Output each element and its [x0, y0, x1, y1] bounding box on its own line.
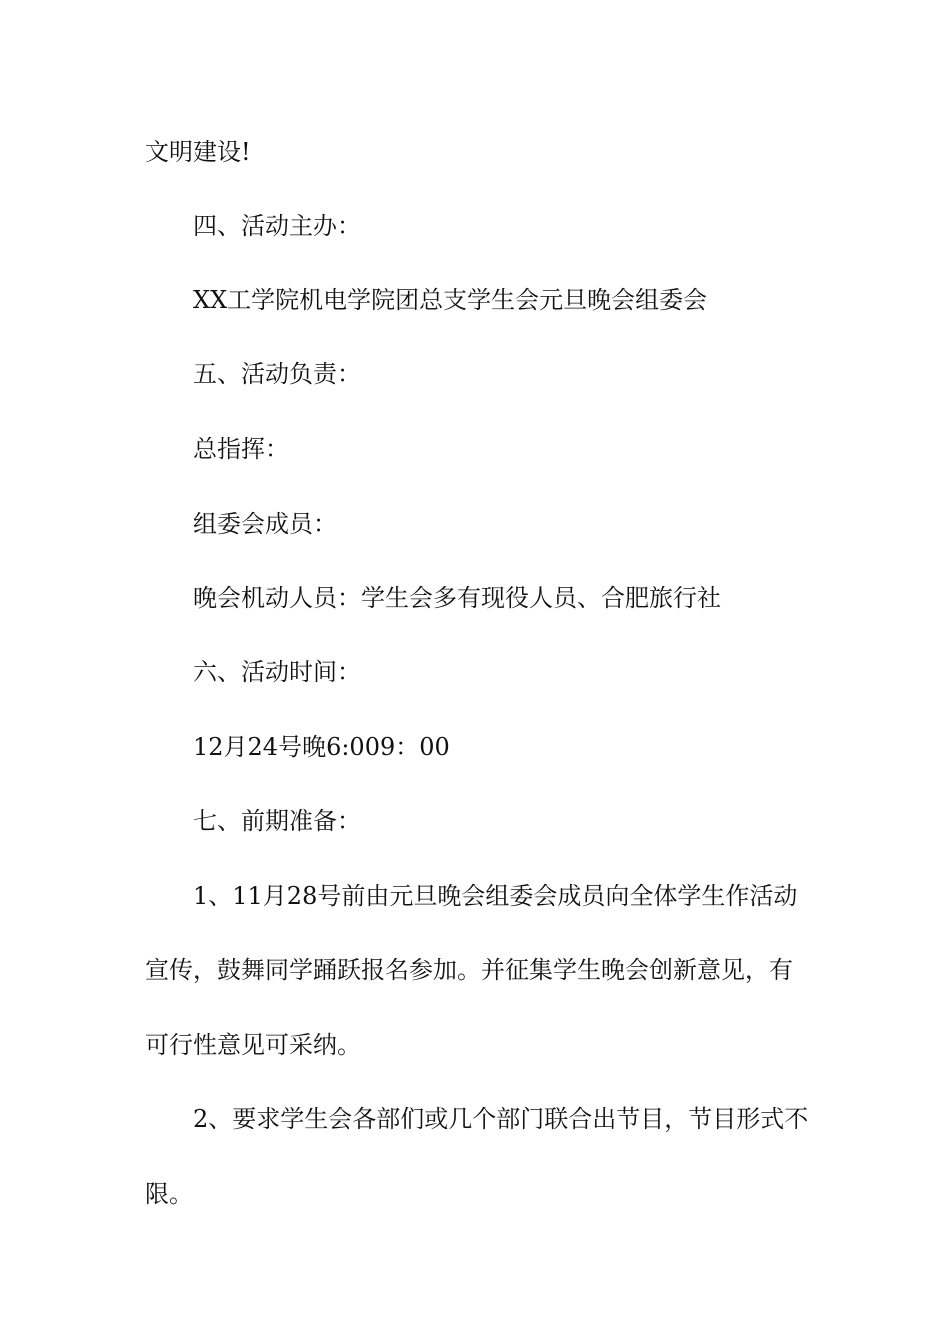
- text-line: 组委会成员：: [193, 510, 337, 538]
- section-heading-responsible: 五、活动负责：: [193, 360, 361, 388]
- text-line: 文明建设!: [145, 138, 251, 166]
- text-line: 总指挥：: [193, 435, 289, 463]
- section-heading-time: 六、活动时间：: [193, 658, 361, 686]
- text-line: 12月24号晚6:009：00: [193, 733, 450, 761]
- text-line: 2、要求学生会各部们或几个部门联合出节目，节目形式不: [193, 1105, 809, 1133]
- text-line: XX工学院机电学院团总支学生会元旦晚会组委会: [193, 286, 708, 314]
- text-line: 1、11月28号前由元旦晚会组委会成员向全体学生作活动: [193, 882, 798, 910]
- section-heading-preparation: 七、前期准备：: [193, 807, 361, 835]
- section-heading-organizer: 四、活动主办：: [193, 212, 361, 240]
- text-line: 限。: [145, 1180, 193, 1208]
- text-line: 宣传，鼓舞同学踊跃报名参加。并征集学生晚会创新意见，有: [145, 956, 793, 984]
- text-line: 可行性意见可采纳。: [145, 1031, 361, 1059]
- text-line: 晚会机动人员：学生会多有现役人员、合肥旅行社: [193, 584, 721, 612]
